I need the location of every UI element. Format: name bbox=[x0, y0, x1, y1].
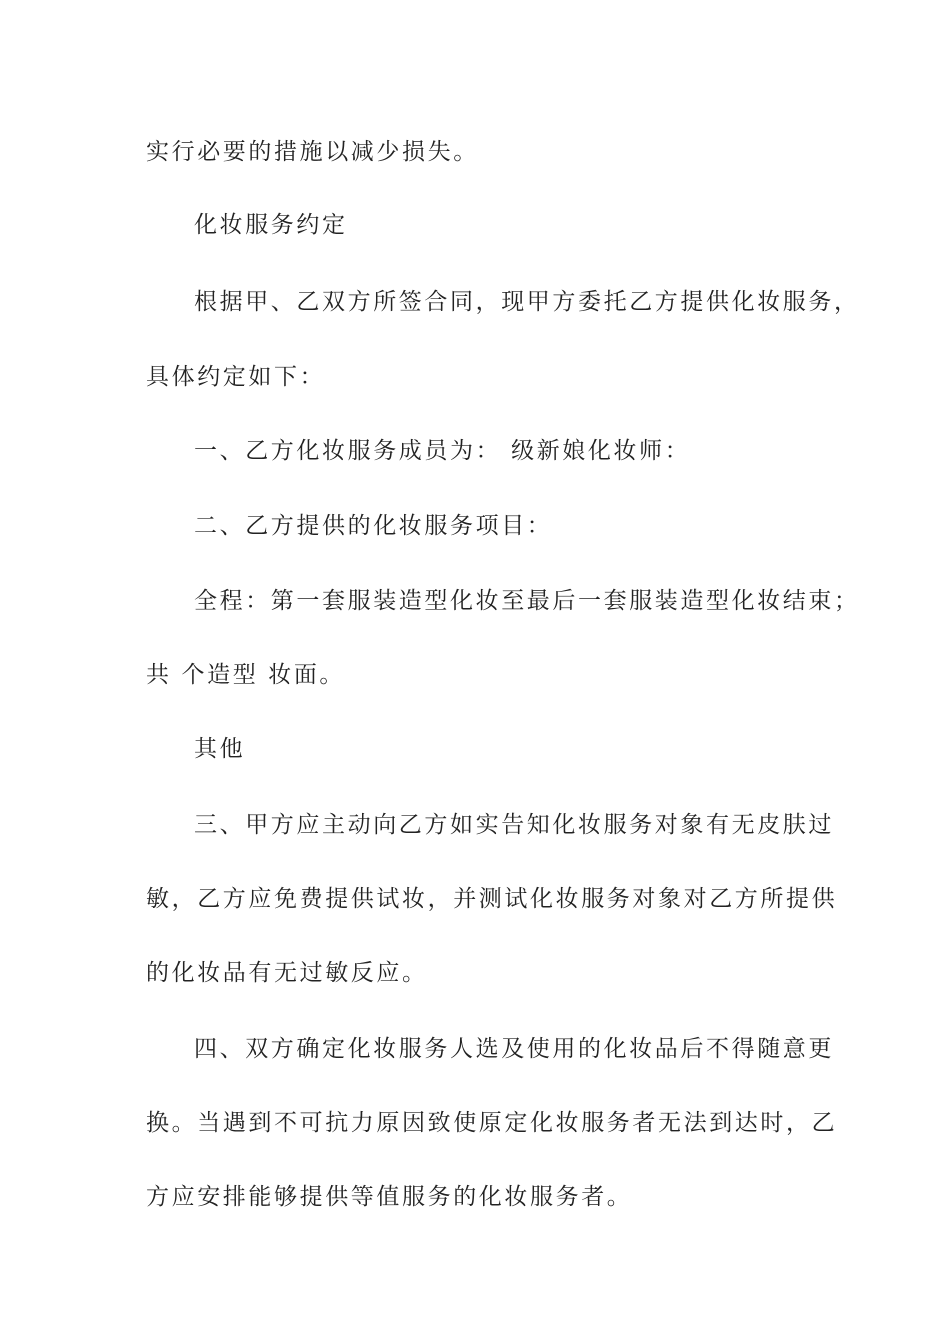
paragraph-line: 的化妆品有无过敏反应。 bbox=[146, 960, 428, 986]
paragraph-line: 具体约定如下： bbox=[146, 364, 326, 390]
section-heading: 化妆服务约定 bbox=[194, 212, 348, 238]
paragraph-line: 敏，乙方应免费提供试妆，并测试化妆服务对象对乙方所提供 bbox=[146, 886, 838, 912]
paragraph-line: 方应安排能够提供等值服务的化妆服务者。 bbox=[146, 1184, 633, 1210]
paragraph-line: 实行必要的措施以减少损失。 bbox=[146, 139, 479, 165]
paragraph-line: 换。当遇到不可抗力原因致使原定化妆服务者无法到达时，乙 bbox=[146, 1110, 838, 1136]
clause-line: 三、甲方应主动向乙方如实告知化妆服务对象有无皮肤过 bbox=[194, 812, 834, 838]
clause-line: 四、双方确定化妆服务人选及使用的化妆品后不得随意更 bbox=[194, 1036, 834, 1062]
paragraph-line: 其他 bbox=[194, 736, 246, 762]
clause-line: 二、乙方提供的化妆服务项目： bbox=[194, 513, 553, 539]
clause-line: 一、乙方化妆服务成员为： 级新娘化妆师： bbox=[194, 438, 691, 464]
paragraph-line: 共 个造型 妆面。 bbox=[146, 662, 346, 688]
paragraph-line: 根据甲、乙双方所签合同，现甲方委托乙方提供化妆服务， bbox=[194, 289, 860, 315]
paragraph-line: 全程：第一套服装造型化妆至最后一套服装造型化妆结束； bbox=[194, 588, 860, 614]
